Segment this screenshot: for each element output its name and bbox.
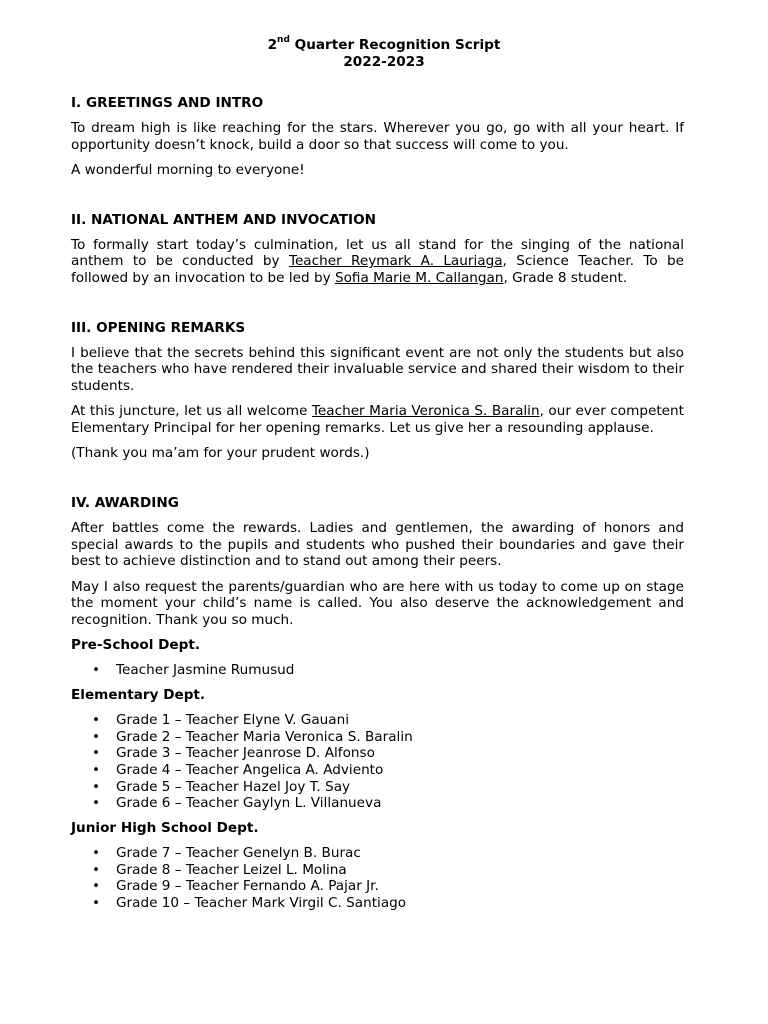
- bullet-icon: •: [92, 895, 101, 912]
- list-item-text: Grade 2 – Teacher Maria Veronica S. Baralin: [116, 728, 413, 745]
- bullet-icon: •: [92, 795, 101, 812]
- list-item-text: Grade 4 – Teacher Angelica A. Adviento: [116, 761, 384, 778]
- paragraph: [71, 237, 684, 287]
- list-item: [71, 762, 684, 779]
- section-heading: IV. AWARDING: [71, 494, 179, 511]
- title-text: Quarter Recognition Script: [289, 37, 501, 53]
- section-heading: II. NATIONAL ANTHEM AND INVOCATION: [71, 211, 377, 228]
- paragraph: [71, 403, 684, 436]
- bullet-icon: •: [92, 878, 101, 895]
- list-item-text: Grade 8 – Teacher Leizel L. Molina: [116, 861, 347, 878]
- paragraph: I believe that the secrets behind this significant event are not only the students but also the teachers who have rendered their invaluable service and shared their wisdom to their students.: [71, 344, 684, 395]
- bullet-icon: •: [92, 728, 101, 745]
- dept-label-preschool: Pre-School Dept.: [71, 637, 201, 654]
- dept-label-junior-high: Junior High School Dept.: [71, 820, 259, 837]
- paragraph: To dream high is like reaching for the stars. Wherever you go, go with all your heart. If opportunity doesn’t knock, build a door so that success will come to you.: [71, 120, 684, 153]
- bullet-icon: •: [92, 711, 101, 728]
- bullet-icon: •: [92, 745, 101, 762]
- list-item: [71, 878, 684, 895]
- paragraph: (Thank you ma’am for your prudent words.): [71, 445, 370, 462]
- title-year: 2022-2023: [343, 53, 425, 70]
- title-line-1: [0, 37, 768, 54]
- document-title: [0, 37, 768, 70]
- list-item-text: Grade 10 – Teacher Mark Virgil C. Santiago: [116, 895, 407, 912]
- list-item: [71, 895, 684, 912]
- title-ordinal-suffix: nd: [277, 35, 290, 46]
- bullet-icon: •: [92, 662, 101, 679]
- text-run: , Grade 8 student.: [503, 270, 628, 287]
- paragraph: A wonderful morning to everyone!: [71, 161, 305, 178]
- bullet-icon: •: [92, 778, 101, 795]
- section-opening-remarks: [71, 320, 684, 462]
- underlined-name: Sofia Marie M. Callangan: [334, 270, 504, 287]
- list-item-text: Grade 5 – Teacher Hazel Joy T. Say: [116, 778, 351, 795]
- bullet-icon: •: [92, 861, 101, 878]
- bullet-icon: •: [92, 845, 101, 862]
- section-heading: III. OPENING REMARKS: [71, 319, 246, 336]
- list-item-text: Teacher Jasmine Rumusud: [116, 662, 295, 679]
- section-greetings: [71, 95, 684, 179]
- dept-list-junior-high: [71, 845, 684, 912]
- section-heading: I. GREETINGS AND INTRO: [71, 95, 264, 111]
- dept-list-elementary: [71, 712, 684, 812]
- text-run: , Science Teacher. To be followed by an invocation to be led by: [71, 253, 684, 287]
- list-item-text: Grade 9 – Teacher Fernando A. Pajar Jr.: [116, 878, 379, 895]
- section-awarding: [71, 495, 684, 912]
- text-run: At this juncture, let us all welcome: [71, 403, 312, 420]
- title-ordinal-number: 2: [267, 37, 278, 53]
- list-item: [71, 862, 684, 879]
- text-run: To formally start today’s culmination, let us all stand for the singing of the national anthem to be conducted by: [71, 236, 684, 270]
- paragraph: May I also request the parents/guardian who are here with us today to come up on stage the moment your child’s name is called. You also deserve the acknowledgement and recognition. Thank you so much.: [71, 578, 684, 628]
- text-run: , our ever competent Elementary Principal for her opening remarks. Let us give her a resounding applause.: [71, 403, 684, 437]
- list-item: [71, 662, 684, 679]
- list-item-text: Grade 3 – Teacher Jeanrose D. Alfonso: [116, 745, 375, 762]
- document-body: [71, 95, 684, 920]
- list-item: [71, 712, 684, 729]
- list-item: [71, 729, 684, 746]
- list-item-text: Grade 1 – Teacher Elyne V. Gauani: [116, 711, 350, 728]
- list-item: [71, 795, 684, 812]
- dept-list-preschool: [71, 662, 684, 679]
- bullet-icon: •: [92, 761, 101, 778]
- underlined-name: Teacher Reymark A. Lauriaga: [288, 253, 503, 270]
- list-item: [71, 845, 684, 862]
- underlined-name: Teacher Maria Veronica S. Baralin: [311, 403, 540, 420]
- paragraph: After battles come the rewards. Ladies and gentlemen, the awarding of honors and special awards to the pupils and students who pushed their boundaries and gave their best to achieve distinction and to stand out among their peers.: [71, 519, 684, 570]
- list-item-text: Grade 7 – Teacher Genelyn B. Burac: [116, 845, 361, 862]
- section-anthem: [71, 212, 684, 287]
- list-item: [71, 745, 684, 762]
- dept-label-elementary: Elementary Dept.: [71, 686, 206, 703]
- list-item-text: Grade 6 – Teacher Gaylyn L. Villanueva: [116, 795, 382, 812]
- list-item: [71, 779, 684, 796]
